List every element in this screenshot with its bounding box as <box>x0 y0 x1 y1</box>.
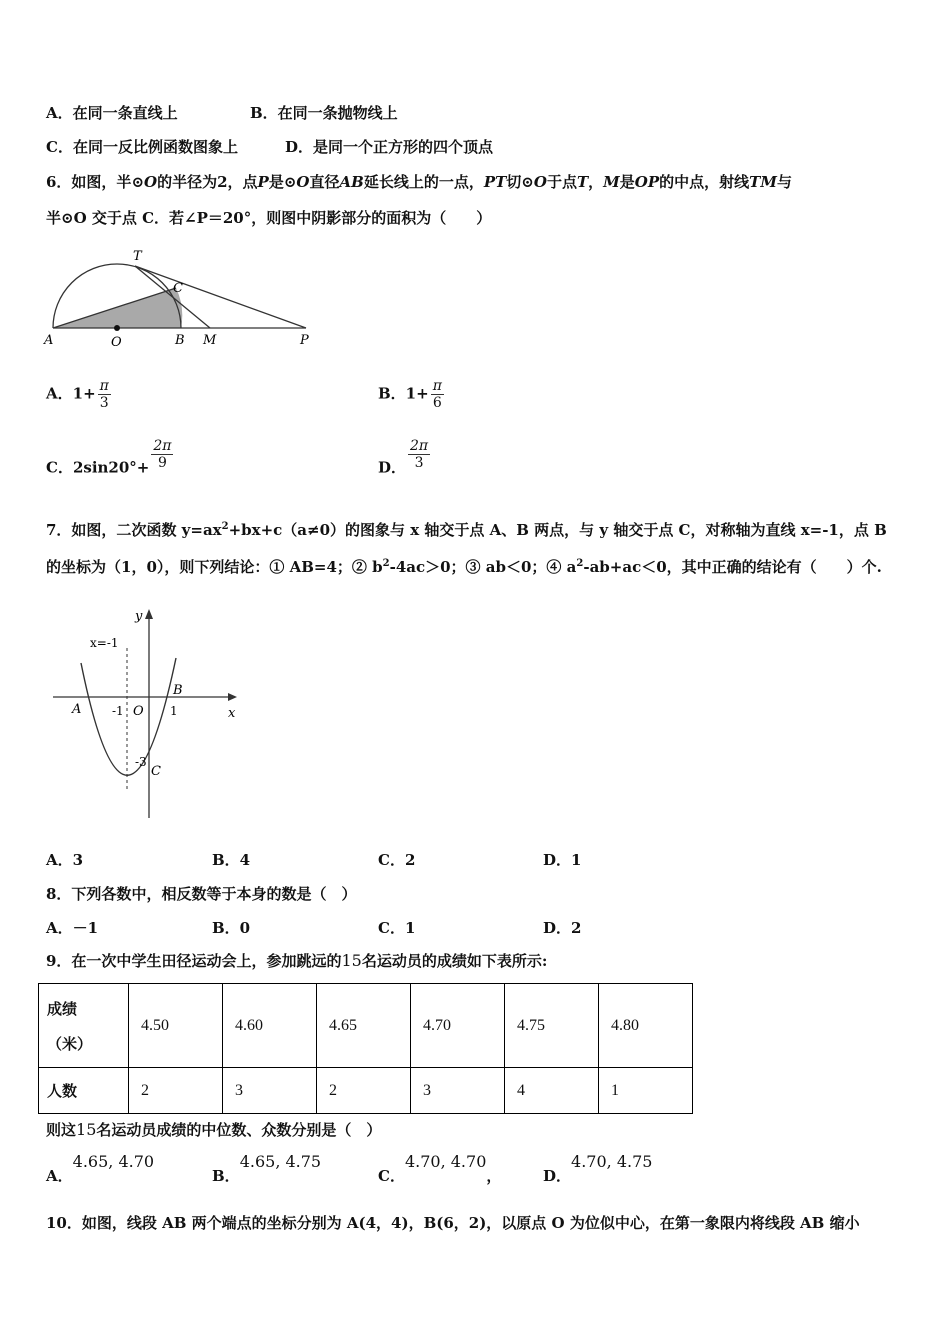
q7-text: 7．如图，二次函数 y=ax <box>46 521 222 539</box>
q8-option-d: D．2 <box>543 919 582 937</box>
q7-option-d: D．1 <box>543 851 582 869</box>
q6-text: 的半径为2，点 <box>157 173 258 191</box>
q9-option-c <box>378 1152 501 1186</box>
q6-option-c <box>46 438 173 478</box>
q8-option-a: A．－1 <box>46 919 99 937</box>
q9-score-table <box>38 983 693 1114</box>
table-cell: 4.65 <box>317 984 411 1068</box>
label-neg3: -3 <box>135 755 147 769</box>
table-row <box>39 984 693 1068</box>
label-c: C <box>173 281 183 296</box>
q7-text: +bx+c（a≠0）的图象与 x 轴交于点 A、B 两点，与 y 轴交于点 C，对称轴为直线 x=-1，点 B <box>228 521 887 539</box>
q7-option-a: A．3 <box>46 851 84 869</box>
q5-option-b: B．在同一条抛物线上 <box>250 104 398 122</box>
q8-stem: 8．下列各数中，相反数等于本身的数是（ ） <box>46 885 357 903</box>
table-cell: 2 <box>317 1068 411 1114</box>
fraction-numerator: π <box>432 378 442 394</box>
table-cell: 2 <box>129 1068 223 1114</box>
label-a: A <box>44 333 54 348</box>
q6-var: TM <box>749 173 777 191</box>
q7-text: -ab+ac＜0，其中正确的结论有（ ）个. <box>583 558 882 576</box>
q6-var: AB <box>339 173 364 191</box>
q6-var: P <box>257 173 269 191</box>
q7-superscript: 2 <box>576 558 584 569</box>
q9-text: 则这 <box>46 1121 77 1139</box>
q9-text: 名运动员的成绩如下表所示: <box>361 952 548 970</box>
q9-stem <box>46 950 547 971</box>
q6-option-d-prefix: D． <box>378 458 407 477</box>
fraction-denominator: 3 <box>414 455 424 471</box>
q6-var: O <box>533 173 547 191</box>
q6-option-b-prefix: B．1+ <box>378 384 429 403</box>
table-cell: 4.50 <box>129 984 223 1068</box>
table-cell: 3 <box>223 1068 317 1114</box>
option-label: D． <box>543 1167 572 1185</box>
q7-stem-line2 <box>46 556 882 577</box>
table-cell: 4.60 <box>223 984 317 1068</box>
label-o: O <box>133 704 144 719</box>
option-value: 4.70, 4.75 <box>571 1152 653 1171</box>
q7-option-c: C．2 <box>378 851 416 869</box>
q6-text: 于点 <box>546 173 577 191</box>
q6-text: 延长线上的一点， <box>363 173 484 191</box>
q7-text: 的坐标为（1，0），则下列结论：① AB=4；② b <box>46 558 383 576</box>
option-label: C． <box>378 1167 405 1185</box>
fraction-denominator: 3 <box>99 395 109 411</box>
q7-text: -4ac＞0；③ ab＜0；④ a <box>389 558 577 576</box>
q6-text: 与 <box>776 173 792 191</box>
option-value: 4.65, 4.70 <box>72 1152 155 1171</box>
q6-var: OP <box>634 173 660 191</box>
q6-option-b-fraction <box>431 378 444 411</box>
q6-text: 的中点，射线 <box>659 173 750 191</box>
label-b: B <box>175 333 185 348</box>
q6-text: ， <box>588 173 604 191</box>
option-value: 4.65, 4.75 <box>239 1152 322 1171</box>
q6-option-b <box>378 378 444 411</box>
label-symmetry: x=-1 <box>90 636 119 650</box>
q8-option-c: C．1 <box>378 919 416 937</box>
q5-option-d: D．是同一个正方形的四个顶点 <box>285 138 494 156</box>
q9-option-d <box>543 1152 652 1186</box>
label-b: B <box>173 683 183 698</box>
q7-superscript: 2 <box>382 558 390 569</box>
header-line: （米） <box>47 1034 93 1053</box>
q6-var: O <box>144 173 158 191</box>
fraction-denominator: 9 <box>157 455 167 471</box>
q6-option-a <box>46 378 111 411</box>
table-header-count: 人数 <box>39 1068 129 1114</box>
q8-option-b: B．0 <box>212 919 251 937</box>
label-o: O <box>111 335 122 350</box>
table-header-score <box>39 984 129 1068</box>
table-cell: 4.70 <box>411 984 505 1068</box>
q9-count: 15 <box>341 951 362 970</box>
q9-text: 9．在一次中学生田径运动会上，参加跳远的 <box>46 952 342 970</box>
q6-var: T <box>576 173 589 191</box>
label-y: y <box>135 609 143 624</box>
label-x: x <box>228 706 236 721</box>
q6-option-c-fraction <box>151 438 173 471</box>
fraction-numerator: 2π <box>410 438 429 454</box>
q5-option-a: A．在同一条直线上 <box>46 104 178 122</box>
header-line: 成绩 <box>47 999 78 1018</box>
q6-option-c-prefix: C．2sin20°+ <box>46 458 150 477</box>
q6-option-a-fraction <box>98 378 111 411</box>
q9-option-a <box>46 1152 154 1186</box>
option-suffix: ， <box>486 1167 502 1185</box>
q6-stem-line2: 半⊙O 交于点 C．若∠P＝20°，则图中阴影部分的面积为（ ） <box>46 209 492 227</box>
q7-stem-line1 <box>46 519 887 540</box>
fraction-numerator: 2π <box>153 438 172 454</box>
q6-option-d <box>378 438 430 478</box>
label-p: P <box>300 333 309 348</box>
q9-question <box>46 1119 381 1140</box>
q6-text: 切⊙ <box>506 173 534 191</box>
q6-text: 是 <box>619 173 635 191</box>
q10-stem: 10．如图，线段 AB 两个端点的坐标分别为 A(4，4)，B(6，2)，以原点 O 为位似中心，在第一象限内将线段 AB 缩小 <box>46 1214 860 1232</box>
q6-stem-line1 <box>46 171 792 192</box>
q7-option-b: B．4 <box>212 851 251 869</box>
option-value: 4.70, 4.70 <box>404 1152 487 1171</box>
q6-var: O <box>296 173 310 191</box>
q7-superscript: 2 <box>221 521 229 532</box>
label-c: C <box>151 764 161 779</box>
q6-text: 6．如图，半⊙ <box>46 173 145 191</box>
q6-text: 是⊙ <box>268 173 297 191</box>
label-one: 1 <box>170 704 178 718</box>
q7-parabola-figure <box>45 600 255 825</box>
fraction-denominator: 6 <box>432 395 442 411</box>
parabola-curve <box>81 658 176 775</box>
q9-count: 15 <box>76 1120 97 1139</box>
center-point <box>114 325 120 331</box>
table-cell: 4.80 <box>599 984 693 1068</box>
y-axis-arrow <box>145 609 153 619</box>
q9-option-b <box>212 1152 321 1186</box>
table-cell: 3 <box>411 1068 505 1114</box>
label-t: T <box>133 249 142 264</box>
q6-var: PT <box>483 173 507 191</box>
q6-semicircle-figure <box>40 240 330 355</box>
x-axis-arrow <box>228 693 237 701</box>
label-m: M <box>203 333 217 348</box>
label-a: A <box>72 702 82 717</box>
q5-option-c: C．在同一反比例函数图象上 <box>46 138 238 156</box>
table-cell: 4 <box>505 1068 599 1114</box>
table-row <box>39 1068 693 1114</box>
fraction-numerator: π <box>99 378 109 394</box>
q6-option-d-fraction <box>408 438 430 471</box>
label-neg1: -1 <box>112 704 124 718</box>
option-label: A． <box>46 1167 73 1185</box>
q6-option-a-prefix: A．1+ <box>46 384 96 403</box>
q6-text: 直径 <box>309 173 340 191</box>
q9-text: 名运动员成绩的中位数、众数分别是（ ） <box>96 1121 382 1139</box>
table-cell: 4.75 <box>505 984 599 1068</box>
q6-var: M <box>603 173 620 191</box>
option-label: B． <box>212 1167 240 1185</box>
table-cell: 1 <box>599 1068 693 1114</box>
